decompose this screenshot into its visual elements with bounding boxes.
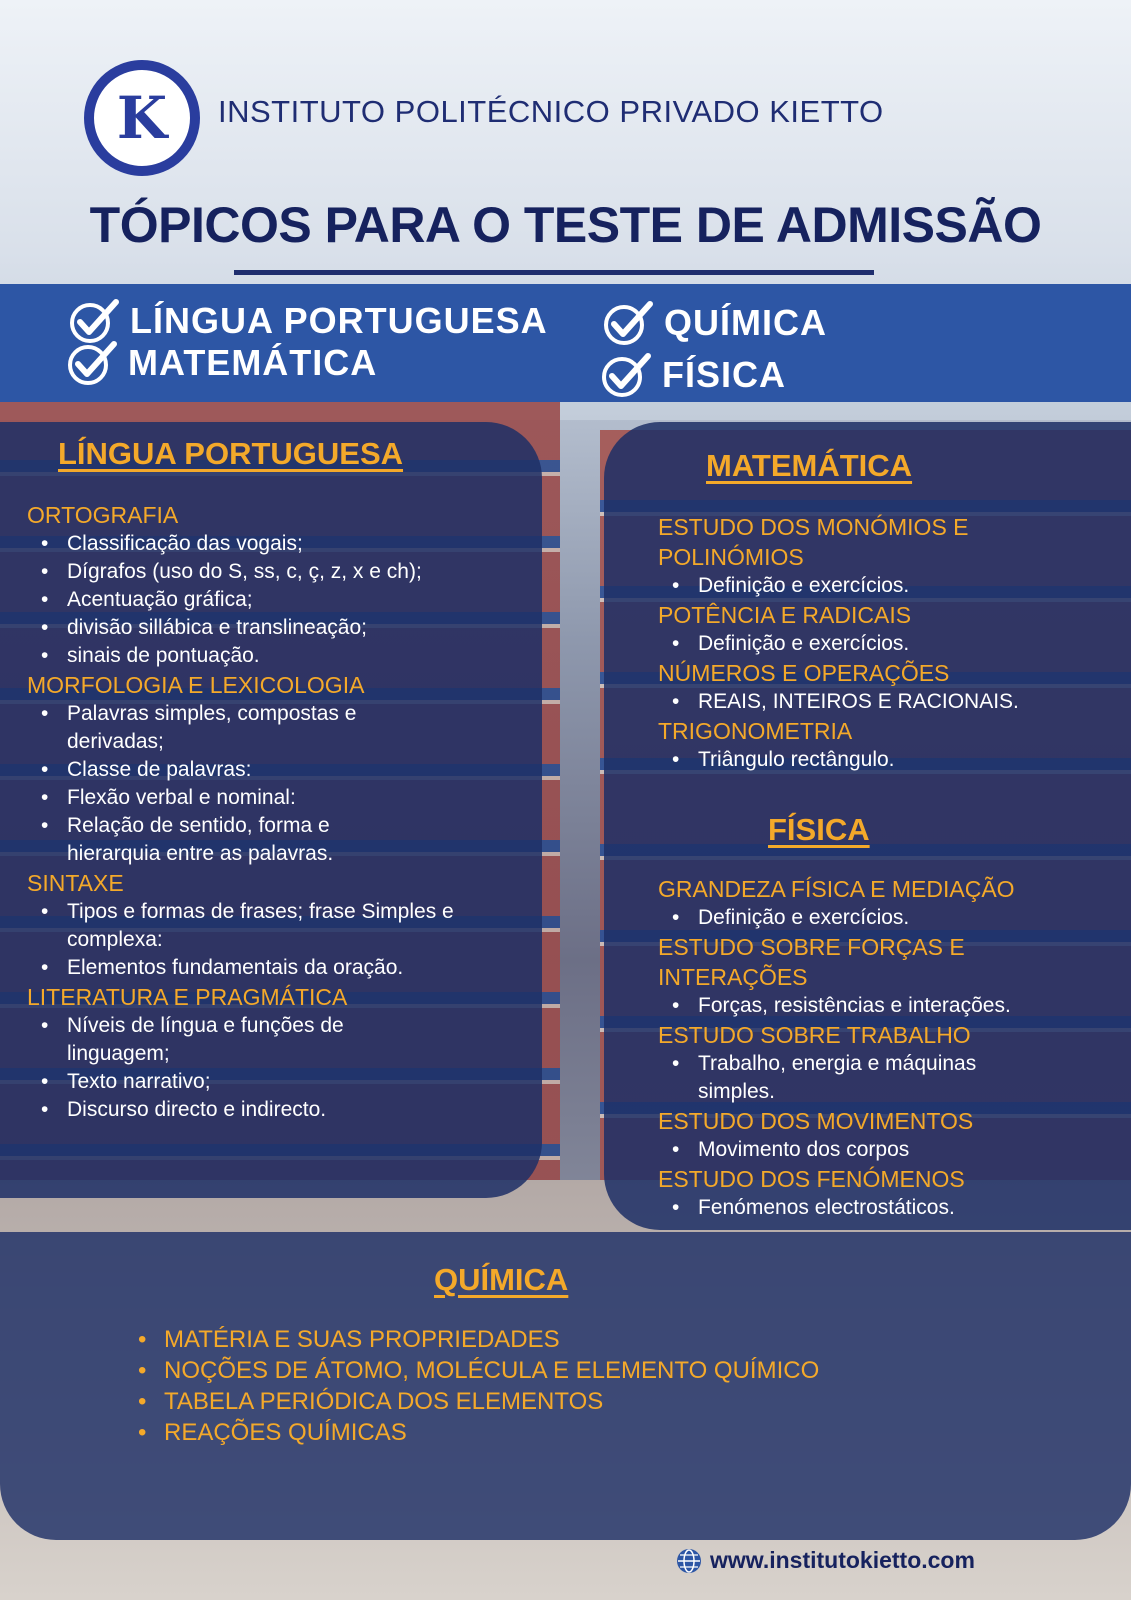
list-item: • REAÇÕES QUÍMICAS [136, 1417, 819, 1448]
topic-list [658, 1194, 1128, 1222]
topic-list [27, 530, 527, 670]
subject-matematica [66, 340, 377, 386]
subject-label: LÍNGUA PORTUGUESA [130, 300, 548, 341]
logo-letter: K [116, 84, 168, 152]
check-circle-icon [600, 352, 652, 398]
list-item: • Texto narrativo; [27, 1068, 427, 1096]
topic-title: ESTUDO DOS FENÓMENOS [658, 1166, 965, 1192]
matematica-topics [658, 512, 1128, 774]
heading-quimica: QUÍMICA [434, 1262, 569, 1297]
list-item: • Classificação das vogais; [27, 530, 527, 558]
topic-list [658, 992, 1128, 1020]
title-underline [234, 270, 874, 275]
topic-list [658, 1050, 1038, 1106]
topic-title: SINTAXE [27, 870, 124, 896]
subject-label: MATEMÁTICA [128, 342, 378, 383]
institute-logo [84, 60, 200, 176]
subject-lingua-portuguesa [68, 298, 548, 344]
list-item: • Elementos fundamentais da oração. [27, 954, 467, 982]
list-item: • Palavras simples, compostas e derivadas; [27, 700, 407, 756]
check-circle-icon [602, 300, 654, 346]
list-item: • MATÉRIA E SUAS PROPRIEDADES [136, 1324, 819, 1355]
list-item: • Definição e exercícios. [658, 572, 1128, 600]
topic-list [27, 898, 467, 982]
topic-list [658, 904, 1128, 932]
list-item: • Definição e exercícios. [658, 630, 1128, 658]
topic-list [27, 1012, 427, 1124]
globe-icon [676, 1548, 702, 1574]
institution-name: INSTITUTO POLITÉCNICO PRIVADO KIETTO [218, 94, 884, 129]
list-item: • NOÇÕES DE ÁTOMO, MOLÉCULA E ELEMENTO QUÍMICO [136, 1355, 819, 1386]
topic-title: LITERATURA E PRAGMÁTICA [27, 984, 348, 1010]
list-item: • Definição e exercícios. [658, 904, 1128, 932]
website-link[interactable]: www.institutokietto.com [710, 1547, 975, 1573]
page-title: TÓPICOS PARA O TESTE DE ADMISSÃO [89, 197, 1042, 253]
list-item: • sinais de pontuação. [27, 642, 527, 670]
list-item: • Acentuação gráfica; [27, 586, 527, 614]
topic-list [658, 688, 1128, 716]
quimica-list [136, 1324, 819, 1448]
fisica-topics [658, 874, 1128, 1222]
topic-list [27, 700, 407, 868]
list-item: • Tipos e formas de frases; frase Simples e complexa: [27, 898, 467, 954]
list-item: • divisão sillábica e translineação; [27, 614, 527, 642]
list-item: • Níveis de língua e funções de linguagem; [27, 1012, 427, 1068]
topic-title: ESTUDO SOBRE FORÇAS E INTERAÇÕES [658, 934, 965, 990]
list-item: • Forças, resistências e interações. [658, 992, 1128, 1020]
topic-title: ORTOGRAFIA [27, 502, 179, 528]
list-item: • Movimento dos corpos [658, 1136, 1128, 1164]
subject-fisica [600, 352, 786, 398]
list-item: • REAIS, INTEIROS E RACIONAIS. [658, 688, 1128, 716]
check-circle-icon [66, 340, 118, 386]
list-item: • Relação de sentido, forma e hierarquia entre as palavras. [27, 812, 407, 868]
topic-title: GRANDEZA FÍSICA E MEDIAÇÃO [658, 876, 1015, 902]
list-item: • TABELA PERIÓDICA DOS ELEMENTOS [136, 1386, 819, 1417]
topic-list [658, 572, 1128, 600]
subject-label: FÍSICA [662, 354, 787, 395]
check-circle-icon [68, 298, 120, 344]
subject-quimica [602, 300, 827, 346]
topic-title: MORFOLOGIA E LEXICOLOGIA [27, 672, 365, 698]
heading-fisica: FÍSICA [768, 812, 870, 847]
topic-title: ESTUDO SOBRE TRABALHO [658, 1022, 971, 1048]
topic-title: ESTUDO DOS MONÓMIOS E POLINÓMIOS [658, 514, 969, 570]
list-item: • Fenómenos electrostáticos. [658, 1194, 1128, 1222]
topic-title: TRIGONOMETRIA [658, 718, 853, 744]
topic-list [658, 746, 1128, 774]
list-item: • Triângulo rectângulo. [658, 746, 1128, 774]
website-footer[interactable] [676, 1547, 975, 1574]
topic-title: NÚMEROS E OPERAÇÕES [658, 660, 950, 686]
topic-title: POTÊNCIA E RADICAIS [658, 602, 912, 628]
topic-list [658, 1136, 1128, 1164]
topic-title: ESTUDO DOS MOVIMENTOS [658, 1108, 974, 1134]
list-item: • Dígrafos (uso do S, ss, c, ç, z, x e ch); [27, 558, 527, 586]
list-item: • Flexão verbal e nominal: [27, 784, 407, 812]
list-item: • Discurso directo e indirecto. [27, 1096, 427, 1124]
list-item: • Trabalho, energia e máquinas simples. [658, 1050, 1038, 1106]
heading-matematica: MATEMÁTICA [706, 448, 913, 483]
subject-label: QUÍMICA [664, 302, 827, 343]
lingua-portuguesa-topics [27, 500, 527, 1124]
topic-list [658, 630, 1128, 658]
heading-lingua-portuguesa: LÍNGUA PORTUGUESA [58, 436, 404, 471]
list-item: • Classe de palavras: [27, 756, 407, 784]
